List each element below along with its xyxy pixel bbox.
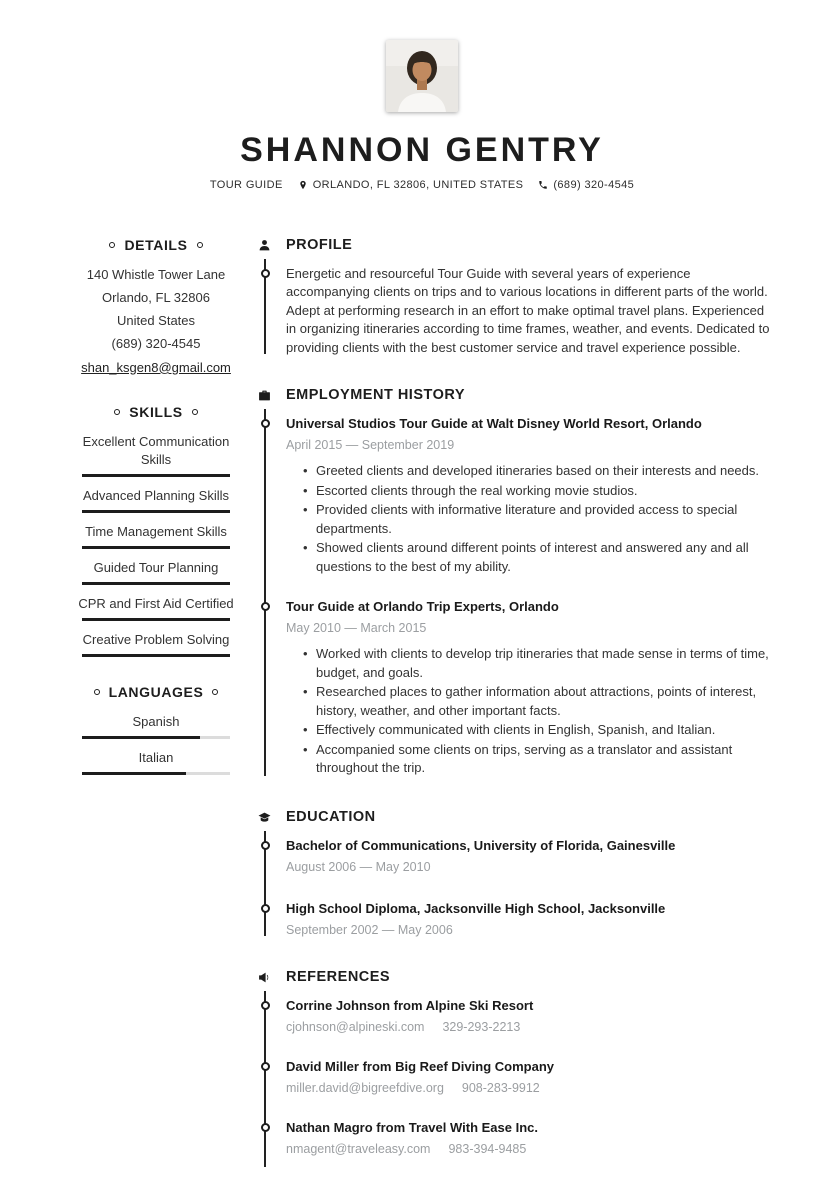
skill-item	[72, 487, 240, 513]
education-section-title: EDUCATION	[286, 808, 376, 825]
skill-item	[72, 523, 240, 549]
timeline-dot	[261, 1001, 270, 1010]
education-dates: August 2006 — May 2010	[286, 859, 431, 874]
skill-level-fill	[82, 510, 230, 513]
profile-gutter	[258, 237, 286, 358]
timeline-dot	[261, 1123, 270, 1132]
address-line: 140 Whistle Tower Lane	[86, 266, 226, 282]
skill-item	[72, 559, 240, 585]
job-dates: May 2010 — March 2015	[286, 621, 427, 636]
graduation-cap-icon	[258, 811, 271, 824]
skills-section	[72, 404, 240, 657]
skills-title	[72, 404, 240, 420]
deco-circle-icon	[94, 689, 100, 695]
education-entry	[286, 900, 772, 939]
deco-circle-icon	[192, 409, 198, 415]
briefcase-icon	[258, 389, 271, 402]
phone-text: (689) 320-4545	[553, 178, 635, 191]
skill-label: Time Management Skills	[85, 523, 227, 539]
timeline-dot	[261, 841, 270, 850]
reference-contact	[286, 1080, 772, 1097]
skill-level-bar	[82, 618, 230, 621]
skill-label: Advanced Planning Skills	[83, 487, 229, 503]
skill-level-fill	[82, 474, 230, 477]
profile-photo-illustration	[386, 40, 458, 112]
employment-section-title: EMPLOYMENT HISTORY	[286, 387, 465, 404]
job-dates: April 2015 — September 2019	[286, 438, 455, 453]
languages-title	[72, 684, 240, 700]
contact-row	[72, 179, 772, 191]
megaphone-icon	[258, 971, 271, 984]
skill-label: Creative Problem Solving	[82, 631, 230, 647]
resume-header	[72, 40, 772, 191]
skill-level-bar	[82, 474, 230, 477]
deco-circle-icon	[212, 689, 218, 695]
skill-level-bar	[82, 510, 230, 513]
location-pin-icon	[298, 179, 308, 191]
skill-level-fill	[82, 618, 230, 621]
timeline-line	[264, 409, 266, 776]
job-bullet: • Researched places to gather information about attractions, points of interest, history, weather, and other important facts.	[316, 683, 772, 720]
education-title: Bachelor of Communications, University of Florida, Gainesville	[286, 837, 676, 853]
job-bullet: • Escorted clients through the real working movie studios.	[316, 482, 772, 501]
details-title-text: DETAILS	[124, 236, 188, 253]
job-bullet: • Accompanied some clients on trips, serving as a translator and assistant throughout the trip.	[316, 741, 772, 778]
timeline-dot	[261, 904, 270, 913]
skill-level-fill	[82, 654, 230, 657]
skill-level-bar	[82, 654, 230, 657]
job-bullets	[286, 645, 772, 778]
language-label: Spanish	[132, 713, 180, 729]
reference-phone: 329-293-2213	[442, 1019, 521, 1034]
location-text: ORLANDO, FL 32806, UNITED STATES	[312, 178, 524, 191]
education-gutter	[258, 809, 286, 939]
education-title: High School Diploma, Jacksonville High School, Jacksonville	[286, 900, 666, 916]
skill-item	[72, 433, 240, 477]
reference-name: Corrine Johnson from Alpine Ski Resort	[286, 997, 534, 1013]
phone-item	[538, 179, 634, 191]
timeline-dot	[261, 269, 270, 278]
reference-entry	[286, 997, 772, 1036]
email-link[interactable]: shan_ksgen8@gmail.com	[81, 359, 231, 375]
skill-label: Guided Tour Planning	[93, 559, 219, 575]
reference-email: cjohnson@alpineski.com	[286, 1019, 425, 1034]
references-section-title: REFERENCES	[286, 968, 391, 985]
job-bullet: • Effectively communicated with clients in English, Spanish, and Italian.	[316, 721, 772, 740]
skill-label: Excellent Communication Skills	[82, 433, 230, 467]
main-content	[258, 237, 772, 1187]
details-title	[72, 237, 240, 253]
profile-section	[258, 237, 772, 358]
job-title: Tour Guide at Orlando Trip Experts, Orlando	[286, 599, 559, 615]
reference-phone: 983-394-9485	[448, 1141, 527, 1156]
skill-level-fill	[82, 582, 230, 585]
languages-section	[72, 684, 240, 775]
skill-item	[72, 595, 240, 621]
languages-title-text: LANGUAGES	[108, 683, 204, 700]
profile-section-title: PROFILE	[286, 236, 353, 253]
education-dates: September 2002 — May 2006	[286, 922, 453, 937]
skills-title-text: SKILLS	[129, 403, 183, 420]
phone-line: (689) 320-4545	[111, 335, 201, 351]
candidate-name: SHANNON GENTRY	[240, 131, 604, 169]
reference-name: Nathan Magro from Travel With Ease Inc.	[286, 1119, 538, 1135]
education-section	[258, 809, 772, 939]
timeline-line	[264, 991, 266, 1168]
job-bullets	[286, 462, 772, 576]
skill-level-bar	[82, 582, 230, 585]
job-bullet: • Worked with clients to develop trip itineraries that made sense in terms of time, budget, and goals.	[316, 645, 772, 682]
skill-level-bar	[82, 546, 230, 549]
education-entry	[286, 837, 772, 876]
skill-item	[72, 631, 240, 657]
reference-entry	[286, 1058, 772, 1097]
skill-label: CPR and First Aid Certified	[78, 595, 234, 611]
deco-circle-icon	[197, 242, 203, 248]
address-line: Orlando, FL 32806	[102, 289, 210, 305]
language-item	[72, 749, 240, 775]
reference-email: nmagent@traveleasy.com	[286, 1141, 431, 1156]
deco-circle-icon	[114, 409, 120, 415]
job-title: TOUR GUIDE	[209, 178, 283, 191]
job-entry	[286, 598, 772, 778]
job-bullet: • Showed clients around different points of interest and answered any and all questions to the best of my ability.	[316, 539, 772, 576]
person-icon	[258, 239, 271, 252]
employment-gutter	[258, 387, 286, 779]
deco-circle-icon	[109, 242, 115, 248]
job-entry	[286, 415, 772, 576]
reference-contact	[286, 1141, 772, 1158]
language-level-bar	[82, 772, 230, 775]
address-line: United States	[116, 312, 196, 328]
timeline-dot	[261, 1062, 270, 1071]
language-label: Italian	[138, 749, 174, 765]
language-level-fill	[82, 736, 200, 739]
job-title: Universal Studios Tour Guide at Walt Disney World Resort, Orlando	[286, 416, 702, 432]
job-bullet: • Greeted clients and developed itineraries based on their interests and needs.	[316, 462, 772, 481]
reference-entry	[286, 1119, 772, 1158]
resume-columns	[72, 237, 772, 1187]
language-level-bar	[82, 736, 230, 739]
profile-entry	[286, 265, 772, 358]
profile-photo	[386, 40, 458, 112]
language-item	[72, 713, 240, 739]
skill-level-fill	[82, 546, 230, 549]
profile-summary: Energetic and resourceful Tour Guide with several years of experience accompanying clients on trips and to various locations in different parts of the world. Adept at performing research in an effort to make optimal travel plans. Experienced in organizing itineraries according to time frames, weather, and events. Dedicated to providing clients with the best customer service and travel experience possible.	[286, 265, 770, 355]
reference-email: miller.david@bigreefdive.org	[286, 1080, 444, 1095]
reference-contact	[286, 1019, 772, 1036]
location-item	[298, 179, 524, 191]
references-section	[258, 969, 772, 1171]
reference-phone: 908-283-9912	[461, 1080, 540, 1095]
details-section	[72, 237, 240, 377]
job-bullet: • Provided clients with informative literature and provided access to special departments.	[316, 501, 772, 538]
employment-section	[258, 387, 772, 779]
sidebar	[72, 237, 240, 1187]
phone-icon	[538, 179, 548, 191]
reference-name: David Miller from Big Reef Diving Company	[286, 1058, 554, 1074]
language-level-fill	[82, 772, 186, 775]
